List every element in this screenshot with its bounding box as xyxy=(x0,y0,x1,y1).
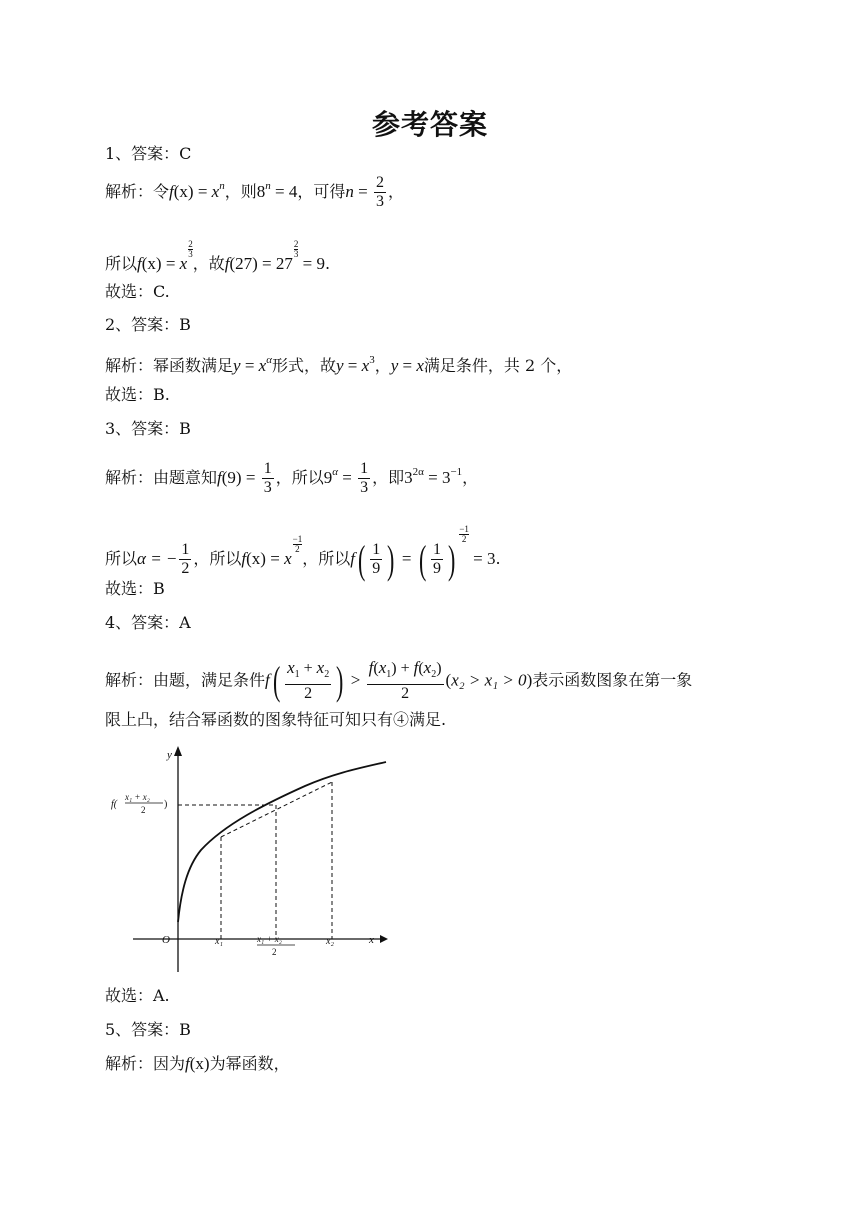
origin-label: O xyxy=(162,934,170,946)
q3-choose: 故选：B xyxy=(105,579,165,598)
tick-mid-denominator: 2 xyxy=(272,947,277,957)
q4-solution-line2: 限上凸，结合幂函数的图象特征可知只有④满足. xyxy=(105,710,447,729)
exponent-neg-half: $\frac{-1}{2}$ xyxy=(292,534,303,554)
q2-choose: 故选：B. xyxy=(105,385,170,404)
exponent-neg-half-2: $\frac{-1}{2}$ xyxy=(459,524,469,544)
q4-answer: 4、答案：A xyxy=(105,613,191,632)
q1-solution-line2: 所以f(x) = x $\frac{2}{3}$ ，故f(27) = 27 $\frac{2}{3}$ = 9. xyxy=(105,239,331,273)
fraction-fx1-plus-fx2-over-2: $\frac{f(x_1) + f(x_2)}{2}$ xyxy=(368,658,442,703)
fraction-x1-plus-x2-over-2: $\frac{x_1 + x_2}{2}$ xyxy=(287,658,330,703)
ylab-close-paren: ) xyxy=(164,799,168,810)
q1-solution-line1: 解析：令$f(x) = x^n$，则$8^n = 4$，可得n = $\frac{2}{3}$ ， xyxy=(105,174,404,210)
y-axis-label: y xyxy=(167,749,172,761)
fraction-one-third-2: $\frac{1}{3}$ xyxy=(360,460,369,496)
ylab-numerator: x₁ + x₂ xyxy=(125,792,150,802)
q3-solution-line1: 解析：由题意知f(9) = $\frac{1}{3}$ ，所以$9^\alpha$ = $\frac{1}{3}$ ，即$3^{2\alpha} = 3^{-1}$， xyxy=(105,460,479,496)
q3-answer: 3、答案：B xyxy=(105,419,191,438)
ylab-denominator: 2 xyxy=(141,805,146,815)
tick-x1: x₁ xyxy=(215,936,223,947)
q1-choose: 故选：C. xyxy=(105,282,170,301)
tick-mid-numerator: x₁ + x₂ xyxy=(257,934,282,944)
exponent-two-thirds: $\frac{2}{3}$ xyxy=(188,239,193,259)
fraction-one-half: $\frac{1}{2}$ xyxy=(181,541,190,577)
tick-x2: x₂ xyxy=(326,936,334,947)
function-curve xyxy=(178,762,386,922)
q4-choose: 故选：A. xyxy=(105,986,170,1005)
q5-answer: 5、答案：B xyxy=(105,1020,191,1039)
q4-solution-line1: 解析：由题，满足条件f( $\frac{x_1 + x_2}{2}$ ) > $\frac{f(x_1) + f(x_2)}{2}$ (x₂ > x₁ > 0)表示函数图象在第一象 xyxy=(105,658,693,704)
f-label: f( xyxy=(111,799,118,810)
x-axis-label: x xyxy=(369,934,374,946)
q3-solution-line2: 所以α = − $\frac{1}{2}$ ，所以f(x) = x $\frac{-1}{2}$ ，所以f( $\frac{1}{9}$ ) = ( $\frac{1}{9}$ ) $\frac{-1}{2}$ = 3. xyxy=(105,524,501,582)
concave-function-graph xyxy=(105,742,395,978)
page-title: 参考答案 xyxy=(371,108,488,141)
q1-answer: 1、答案：C xyxy=(105,144,192,163)
y-axis-arrow xyxy=(174,746,182,756)
q2-answer: 2、答案：B xyxy=(105,315,191,334)
fraction-two-thirds: $\frac{2}{3}$ xyxy=(375,174,384,210)
fraction-one-ninth: $\frac{1}{9}$ xyxy=(372,541,381,577)
q2-solution: 解析：幂函数满足$y = x^\alpha$形式，故$y = x^3$，y = x满足条件，共 2 个， xyxy=(105,354,573,375)
x-axis-arrow xyxy=(380,935,388,943)
fraction-one-ninth-2: $\frac{1}{9}$ xyxy=(433,541,442,577)
q5-solution: 解析：因为f(x)为幂函数， xyxy=(105,1054,290,1073)
exponent-two-thirds-2: $\frac{2}{3}$ xyxy=(293,239,299,259)
fraction-one-third: $\frac{1}{3}$ xyxy=(263,460,272,496)
